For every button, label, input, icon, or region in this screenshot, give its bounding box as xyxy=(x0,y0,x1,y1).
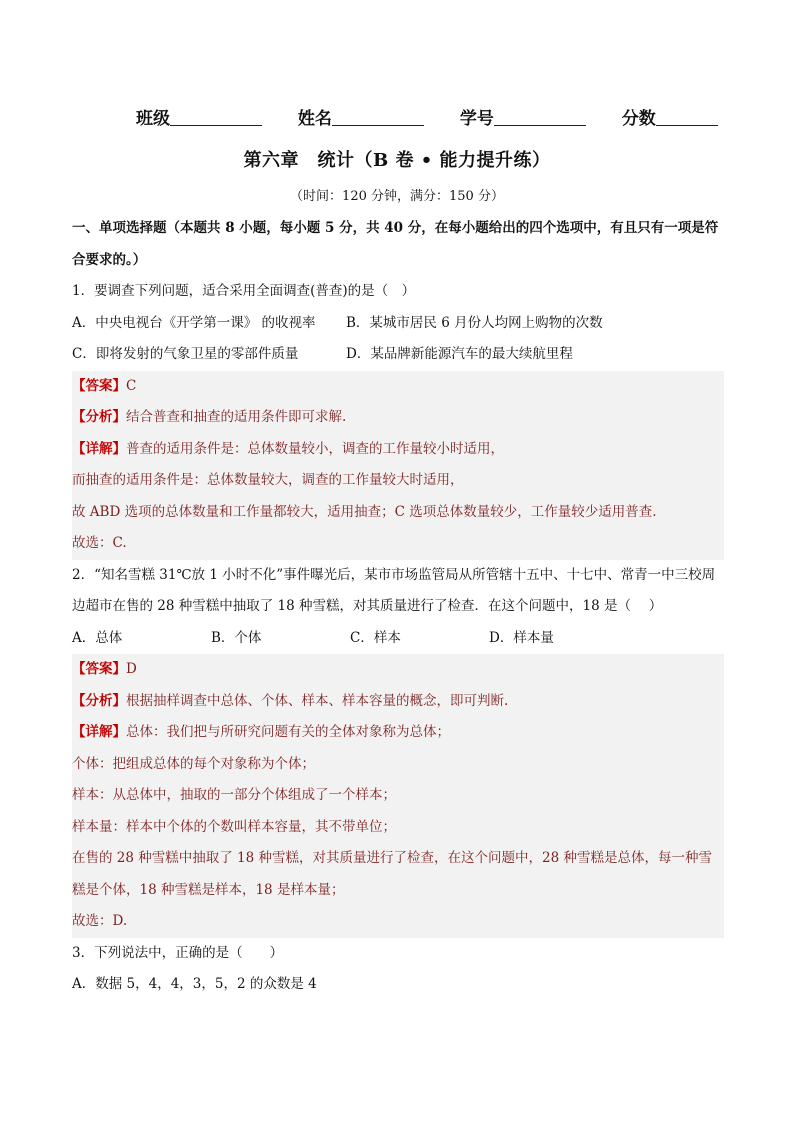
q2-option-d: D．样本量 xyxy=(489,629,554,646)
class-field: 班级 xyxy=(136,104,262,129)
q2-option-b: B．个体 xyxy=(211,629,262,646)
score-blank[interactable] xyxy=(656,107,718,126)
q2-analysis: 【分析】根据抽样调查中总体、个体、样本、样本容量的概念，即可判断. xyxy=(72,692,509,709)
page-title: 第六章 统计（B 卷 • 能力提升练） xyxy=(243,150,551,171)
page-subtitle: （时间：120 分钟，满分：150 分） xyxy=(290,189,504,204)
q1-detail: 【详解】普查的适用条件是：总体数量较小，调查的工作量较小时适用， xyxy=(72,440,504,457)
q1-option-b: B．某城市居民 6 月份人均网上购物的次数 xyxy=(346,314,603,331)
q2-answer: 【答案】D xyxy=(72,661,137,677)
q1-answer: 【答案】C xyxy=(72,377,137,394)
q2-stem: 2．“知名雪糕 31℃放 1 小时不化”事件曝光后，某市市场监管局从所管辖十五中、十七中、常青一中三校周 xyxy=(72,566,716,583)
q1-option-d: D．某品牌新能源汽车的最大续航里程 xyxy=(346,346,573,362)
name-blank[interactable] xyxy=(332,107,424,126)
q3-stem: 3．下列说法中，正确的是（ ） xyxy=(72,944,284,961)
q2-option-c: C．样本 xyxy=(350,629,401,646)
q2-stem-cont: 边超市在售的 28 种雪糕中抽取了 18 种雪糕，对其质量进行了检查．在这个问题中，18 是（ ） xyxy=(72,598,663,614)
name-field: 姓名 xyxy=(298,104,424,129)
document-body xyxy=(72,213,724,1001)
q2-options xyxy=(72,623,724,655)
q3-option-a: A．数据 5，4，4，3，5，2 的众数是 4 xyxy=(72,976,317,992)
q2-option-a: A．总体 xyxy=(72,629,123,646)
q1-conclusion: 故选：C. xyxy=(72,535,127,551)
q2-detail-line: 样本：从总体中，抽取的一部分个体组成了一个样本； xyxy=(72,787,396,803)
q2-detail-line: 在售的 28 种雪糕中抽取了 18 种雪糕，对其质量进行了检查，在这个问题中，28 种雪糕是总体，每一种雪 xyxy=(72,850,712,866)
q1-option-c: C．即将发射的气象卫星的零部件质量 xyxy=(72,346,299,362)
q1-detail-line: 故 ABD 选项的总体数量和工作量都较大，适用抽查；C 选项总体数量较少，工作量较少适用普查. xyxy=(72,503,657,520)
q2-conclusion: 故选：D. xyxy=(72,913,128,929)
id-blank[interactable] xyxy=(494,107,586,126)
q2-answer-block xyxy=(72,654,724,938)
score-field: 分数 xyxy=(622,104,718,129)
q1-option-a: A．中央电视台《开学第一课》 的收视率 xyxy=(72,314,316,331)
q1-options-row1 xyxy=(72,308,724,340)
q2-detail-line: 样本量：样本中个体的个数叫样本容量，其不带单位； xyxy=(72,818,396,835)
id-field: 学号 xyxy=(460,104,586,129)
q1-analysis: 【分析】结合普查和抽查的适用条件即可求解. xyxy=(72,409,347,425)
section-heading: 一、单项选择题（本题共 8 小题，每小题 5 分，共 40 分，在每小题给出的四个选项中，有且只有一项是符合要求的。） xyxy=(72,220,719,268)
q2-detail: 【详解】总体：我们把与所研究问题有关的全体对象称为总体； xyxy=(72,724,450,740)
q2-detail-line: 糕是个体，18 种雪糕是样本，18 是样本量； xyxy=(72,881,345,898)
q2-detail-line: 个体：把组成总体的每个对象称为个体； xyxy=(72,755,315,772)
student-info-row xyxy=(136,104,718,129)
q1-answer-block xyxy=(72,371,724,560)
q1-options-row2 xyxy=(72,339,724,371)
q1-detail-line: 而抽查的适用条件是：总体数量较大，调查的工作量较大时适用， xyxy=(72,472,464,488)
class-blank[interactable] xyxy=(170,107,262,126)
q1-stem: 1．要调查下列问题，适合采用全面调查(普查)的是（ ） xyxy=(72,283,416,299)
